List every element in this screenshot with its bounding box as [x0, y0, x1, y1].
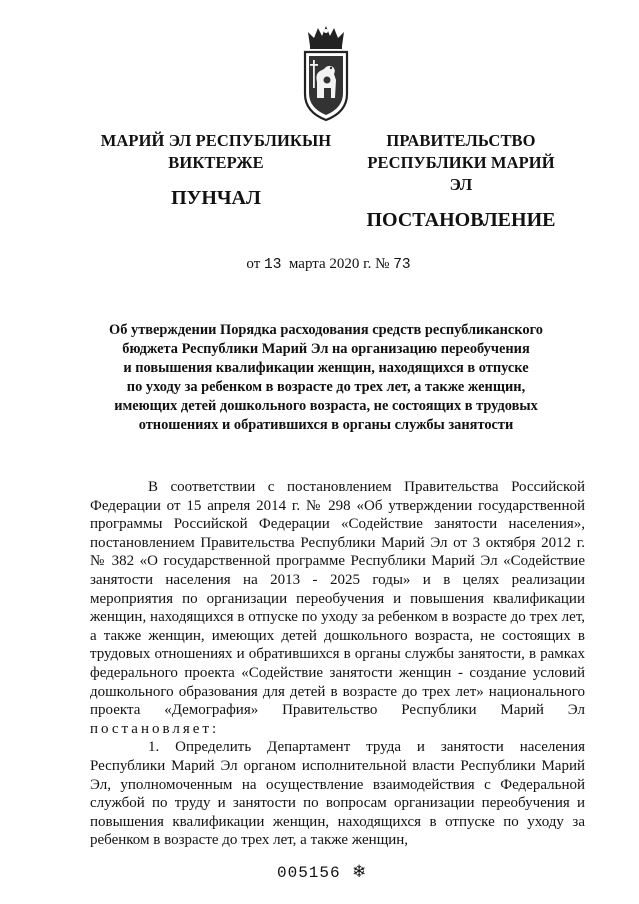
- form-serial-number: 005156: [277, 864, 341, 882]
- header-left-line1: МАРИЙ ЭЛ РЕСПУБЛИКЫН: [100, 131, 332, 150]
- date-day: 13: [264, 257, 282, 273]
- document-title: [100, 321, 552, 435]
- header-left-line2: ВИКТЕРЖЕ: [168, 153, 264, 172]
- title-line: имеющих детей дошкольного возраста, не состоящих в трудовых: [114, 398, 538, 414]
- header-left-doc-type: ПУНЧАЛ: [171, 187, 261, 209]
- title-line: по уходу за ребенком в возрасте до трех лет, а также женщин,: [126, 379, 526, 395]
- title-line: отношениях и обратившихся в органы службы занятости: [138, 417, 514, 433]
- date-prefix: от: [246, 256, 264, 272]
- header-right: [356, 130, 566, 233]
- preamble-text: В соответствии с постановлением Правительства Российской Федерации от 15 апреля 2014 г. № 298 «Об утверждении государственной программы Российской Федерации «Содействие занятости населения», постановлением Правительства Республики Марий Эл от 3 октября 2012 г. № 382 «О государственной программе Республики Марий Эл «Содействие занятости населения на 2013 - 2025 годы» и в целях реализации мероприятия по организации переобучения и повышения квалификации женщин, находящихся в отпуске по уходу за ребенком в возрасте до трех лет, а также женщин, имеющих детей дошкольного возраста, не состоящих в трудовых отношениях и обратившихся в органы службы занятости, в рамках федерального проекта «Содействие занятости женщин - создание условий дошкольного образования для детей в возрасте до трех лет» национального проекта «Демография» Правительство Республики Марий Эл: [90, 479, 585, 719]
- title-line: Об утверждении Порядка расходования средств республиканского: [109, 322, 543, 338]
- header-right-doc-type: ПОСТАНОВЛЕНИЕ: [366, 209, 556, 231]
- date-month-year: марта 2020 г. №: [288, 256, 394, 272]
- document-body: [90, 478, 585, 850]
- title-line: и повышения квалификации женщин, находящихся в отпуске: [123, 360, 529, 376]
- document-number: 73: [393, 257, 411, 273]
- header-left: [96, 130, 336, 211]
- snowflake-mark-icon: ❄: [352, 862, 367, 881]
- header-right-line2: РЕСПУБЛИКИ МАРИЙ ЭЛ: [367, 153, 555, 194]
- resolution-keyword: постановляет:: [90, 720, 220, 737]
- coat-of-arms-emblem: [300, 24, 352, 124]
- document-date-line: [0, 254, 639, 275]
- body-paragraph-preamble: [90, 478, 585, 738]
- header-right-line1: ПРАВИТЕЛЬСТВО: [386, 131, 536, 150]
- body-paragraph-item-1: 1. Определить Департамент труда и занятости населения Республики Марий Эл органом исполнительной власти Республики Марий Эл, уполномоченным на осуществление взаимодействия с Федеральной службой по труду и занятости по вопросам организации переобучения и повышения квалификации женщин, находящихся в отпуске по уходу за ребенком в возрасте до трех лет, а также женщин,: [90, 739, 585, 849]
- title-line: бюджета Республики Марий Эл на организацию переобучения: [122, 341, 530, 357]
